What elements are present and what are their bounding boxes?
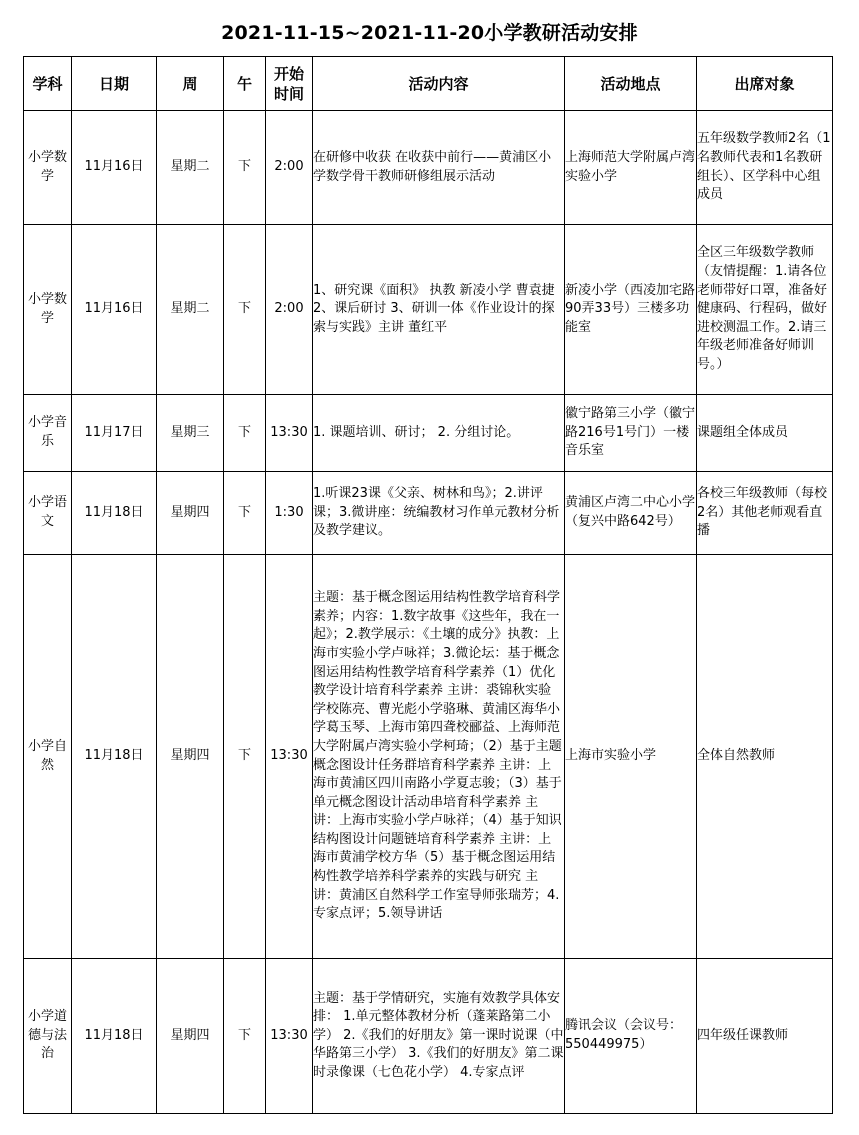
table-row <box>24 959 833 1114</box>
location-cell: 黄浦区卢湾二中心小学（复兴中路642号） <box>565 472 697 555</box>
table-row <box>24 111 833 225</box>
attendees-cell: 全体自然教师 <box>697 555 833 959</box>
schedule-table <box>23 56 833 1114</box>
date-cell: 11月17日 <box>72 395 157 472</box>
subject-cell: 小学音乐 <box>24 395 72 472</box>
start-time-cell: 13:30 <box>266 959 313 1114</box>
page-title: 2021-11-15~2021-11-20小学教研活动安排 <box>221 22 638 44</box>
header-content: 活动内容 <box>313 57 565 111</box>
location-cell: 上海师范大学附属卢湾实验小学 <box>565 111 697 225</box>
ampm-cell: 下 <box>224 225 266 395</box>
table-row <box>24 555 833 959</box>
date-cell: 11月16日 <box>72 111 157 225</box>
weekday-cell: 星期二 <box>157 225 224 395</box>
subject-cell: 小学数学 <box>24 111 72 225</box>
table-row <box>24 472 833 555</box>
attendees-cell: 四年级任课教师 <box>697 959 833 1114</box>
header-start-time-label: 开始时间 <box>273 64 304 103</box>
date-cell: 11月18日 <box>72 472 157 555</box>
content-cell: 1. 课题培训、研讨； 2. 分组讨论。 <box>313 395 565 472</box>
content-cell: 1、研究课《面积》 执教 新凌小学 曹袁捷 2、课后研讨 3、研训一体《作业设计的探索与实践》主讲 董红平 <box>313 225 565 395</box>
content-cell: 主题：基于概念图运用结构性教学培育科学素养；内容：1.数字故事《这些年，我在一起》；2.教学展示：《土壤的成分》执教：上海市实验小学卢咏祥；3.微论坛：基于概念图运用结构性教学培育科学素养（1）优化教学设计培育科学素养 主讲：裘锦秋实验学校陈亮、曹光彪小学骆琳、黄浦区海华小学葛玉琴、上海市第四聋校郦益、上海师范大学附属卢湾实验小学柯琦；（2）基于主题概念图设计任务群培育科学素养 主讲：上海市黄浦区四川南路小学夏志骏；（3）基于单元概念图设计活动串培育科学素养 主讲：上海市实验小学卢咏祥；（4）基于知识结构图设计问题链培育科学素养 主讲：上海市黄浦学校方华（5）基于概念图运用结构性教学培养科学素养的实践与研究 主讲：黄浦区自然科学工作室导师张瑞芳；4.专家点评；5.领导讲话 <box>313 555 565 959</box>
weekday-cell: 星期四 <box>157 959 224 1114</box>
subject-cell: 小学语文 <box>24 472 72 555</box>
attendees-cell: 课题组全体成员 <box>697 395 833 472</box>
location-cell: 腾讯会议（会议号：550449975） <box>565 959 697 1114</box>
header-attendees: 出席对象 <box>697 57 833 111</box>
date-cell: 11月18日 <box>72 959 157 1114</box>
weekday-cell: 星期四 <box>157 472 224 555</box>
weekday-cell: 星期四 <box>157 555 224 959</box>
attendees-cell: 各校三年级教师（每校2名）其他老师观看直播 <box>697 472 833 555</box>
date-cell: 11月16日 <box>72 225 157 395</box>
date-cell: 11月18日 <box>72 555 157 959</box>
start-time-cell: 13:30 <box>266 555 313 959</box>
content-cell: 主题：基于学情研究，实施有效教学具体安排： 1.单元整体教材分析（蓬莱路第二小学） 2.《我们的好朋友》第一课时说课（中华路第三小学） 3.《我们的好朋友》第二课时录像课（七色花小学） 4.专家点评 <box>313 959 565 1114</box>
header-date: 日期 <box>72 57 157 111</box>
ampm-cell: 下 <box>224 395 266 472</box>
attendees-cell: 五年级数学教师2名（1名教师代表和1名教研组长）、区学科中心组成员 <box>697 111 833 225</box>
weekday-cell: 星期三 <box>157 395 224 472</box>
location-cell: 徽宁路第三小学（徽宁路216号1号门）一楼音乐室 <box>565 395 697 472</box>
header-location: 活动地点 <box>565 57 697 111</box>
location-cell: 新凌小学（西凌加宅路90弄33号）三楼多功能室 <box>565 225 697 395</box>
location-cell: 上海市实验小学 <box>565 555 697 959</box>
header-weekday: 周 <box>157 57 224 111</box>
start-time-cell: 2:00 <box>266 225 313 395</box>
content-cell: 1.听课23课《父亲、树林和鸟》；2.讲评课；3.微讲座：统编教材习作单元教材分析及教学建议。 <box>313 472 565 555</box>
subject-cell: 小学数学 <box>24 225 72 395</box>
start-time-cell: 2:00 <box>266 111 313 225</box>
start-time-cell: 1:30 <box>266 472 313 555</box>
subject-cell: 小学道德与法治 <box>24 959 72 1114</box>
ampm-cell: 下 <box>224 111 266 225</box>
ampm-cell: 下 <box>224 472 266 555</box>
attendees-cell: 全区三年级数学教师（友情提醒：1.请各位老师带好口罩，准备好健康码、行程码，做好进校测温工作。2.请三年级老师准备好师训号。） <box>697 225 833 395</box>
content-cell: 在研修中收获 在收获中前行——黄浦区小学数学骨干教师研修组展示活动 <box>313 111 565 225</box>
header-row <box>24 57 833 111</box>
table-row <box>24 225 833 395</box>
ampm-cell: 下 <box>224 959 266 1114</box>
weekday-cell: 星期二 <box>157 111 224 225</box>
subject-cell: 小学自然 <box>24 555 72 959</box>
header-start-time <box>266 57 313 111</box>
ampm-cell: 下 <box>224 555 266 959</box>
table-row <box>24 395 833 472</box>
header-subject: 学科 <box>24 57 72 111</box>
start-time-cell: 13:30 <box>266 395 313 472</box>
header-ampm: 午 <box>224 57 266 111</box>
